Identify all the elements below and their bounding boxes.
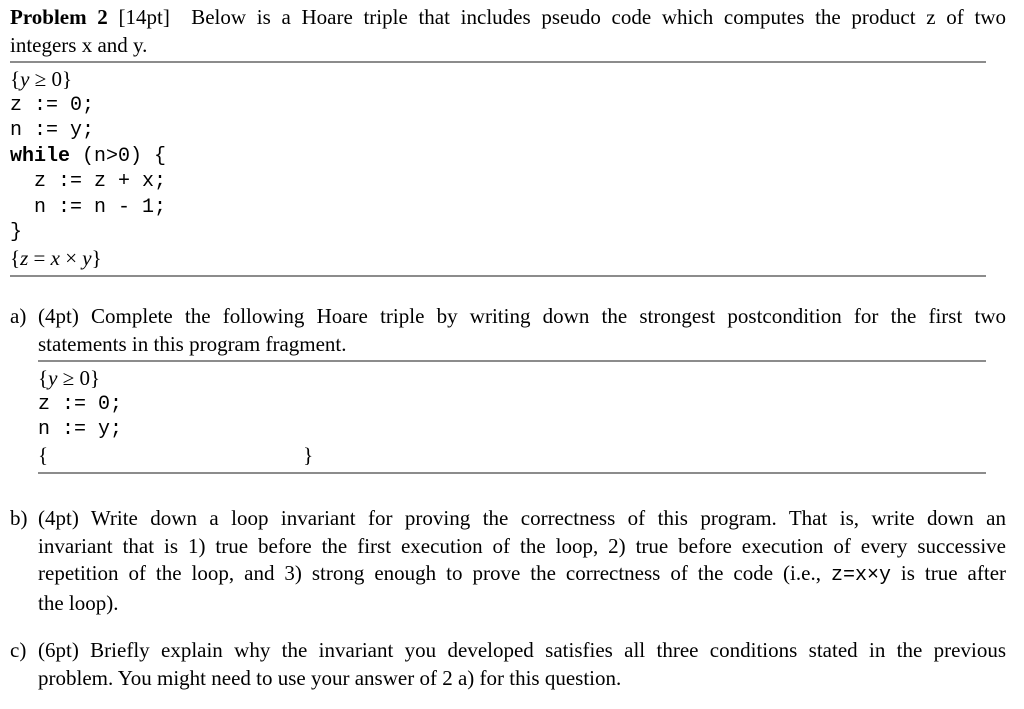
math-var-z: z <box>20 245 29 270</box>
math-relation: ≥ 0 <box>57 366 90 390</box>
blank-brace-open: { <box>38 442 49 467</box>
while-condition: (n>0) { <box>70 144 167 168</box>
math-var-y: y <box>48 366 58 390</box>
code-line-z-assign: z := 0; <box>10 93 95 117</box>
precondition-line <box>10 67 1006 93</box>
section-b-text-line1: (4pt) Write down a loop invariant for proving the correctness of this program. That is, write down an <box>38 506 1006 530</box>
section-b-body <box>38 505 1006 617</box>
precondition-line <box>38 366 1006 392</box>
section-b-text-line3 <box>38 560 1006 590</box>
section-a <box>10 303 1006 474</box>
brace-close: } <box>89 366 101 390</box>
brace-close: } <box>61 67 73 91</box>
section-b-text-line2: invariant that is 1) true before the first execution of the loop, 2) true before execution of every successive <box>38 533 1006 558</box>
section-c-text-line2: problem. You might need to use your answer of 2 a) for this question. <box>38 665 622 690</box>
section-a-label: a) <box>10 304 27 328</box>
brace-open: { <box>10 67 21 91</box>
while-keyword: while <box>10 144 71 168</box>
postcondition-line <box>10 246 1006 272</box>
section-b <box>10 505 1006 617</box>
horizontal-rule-after-code <box>10 275 986 277</box>
section-c-text-line1: (6pt) Briefly explain why the invariant you developed satisfies all three conditions stated in the previous <box>38 638 1006 662</box>
section-b-line3-tail: is true after <box>890 561 1007 585</box>
math-var-y: y <box>20 67 30 91</box>
section-a-text-line1: (4pt) Complete the following Hoare triple by writing down the strongest postcondition for the first two <box>38 304 1006 328</box>
code-line-while <box>10 144 1006 170</box>
section-a-code-block <box>38 364 1006 470</box>
section-b-line3-text: repetition of the loop, and 3) strong enough to prove the correctness of the code (i.e., <box>38 561 831 585</box>
problem-heading-line1 <box>10 4 1006 32</box>
section-b-label: b) <box>10 506 28 530</box>
code-line-loop-body-2: n := n - 1; <box>10 195 167 219</box>
problem-heading-line2: integers x and y. <box>10 32 148 57</box>
section-c <box>10 637 1006 692</box>
code-line-loop-body-1: z := z + x; <box>10 170 167 193</box>
section-c-label: c) <box>10 638 27 662</box>
section-a-text-line2: statements in this program fragment. <box>38 331 347 356</box>
problem-title: Problem 2 <box>10 5 108 29</box>
section-c-body <box>38 637 1006 692</box>
problem-intro: [14pt] Below is a Hoare triple that includes pseudo code which computes the product z of two <box>107 5 1006 29</box>
brace-close: } <box>91 245 102 270</box>
math-var-x: x <box>50 245 60 270</box>
section-b-text-line4: the loop). <box>38 590 119 615</box>
math-times: × <box>59 245 83 270</box>
hoare-triple-code-block <box>10 65 1006 273</box>
math-equals: = <box>28 245 51 270</box>
code-line-n-assign: n := y; <box>38 418 123 441</box>
horizontal-rule-a-top <box>38 360 986 362</box>
code-line-z-assign: z := 0; <box>38 392 123 416</box>
code-line-n-assign: n := y; <box>10 119 95 142</box>
horizontal-rule-a-bottom <box>38 472 986 474</box>
section-a-body <box>38 303 1006 474</box>
blank-brace-close: } <box>303 442 314 467</box>
brace-open: { <box>10 245 21 270</box>
brace-open: { <box>38 366 49 390</box>
math-relation: ≥ 0 <box>29 67 62 91</box>
problem-heading <box>10 4 1006 59</box>
horizontal-rule-top <box>10 61 986 63</box>
math-var-y: y <box>82 245 92 270</box>
answer-blank-line <box>38 443 1006 469</box>
code-line-closing-brace: } <box>10 221 23 244</box>
inline-code-z-equals-x-times-y: z=x×y <box>830 564 891 587</box>
